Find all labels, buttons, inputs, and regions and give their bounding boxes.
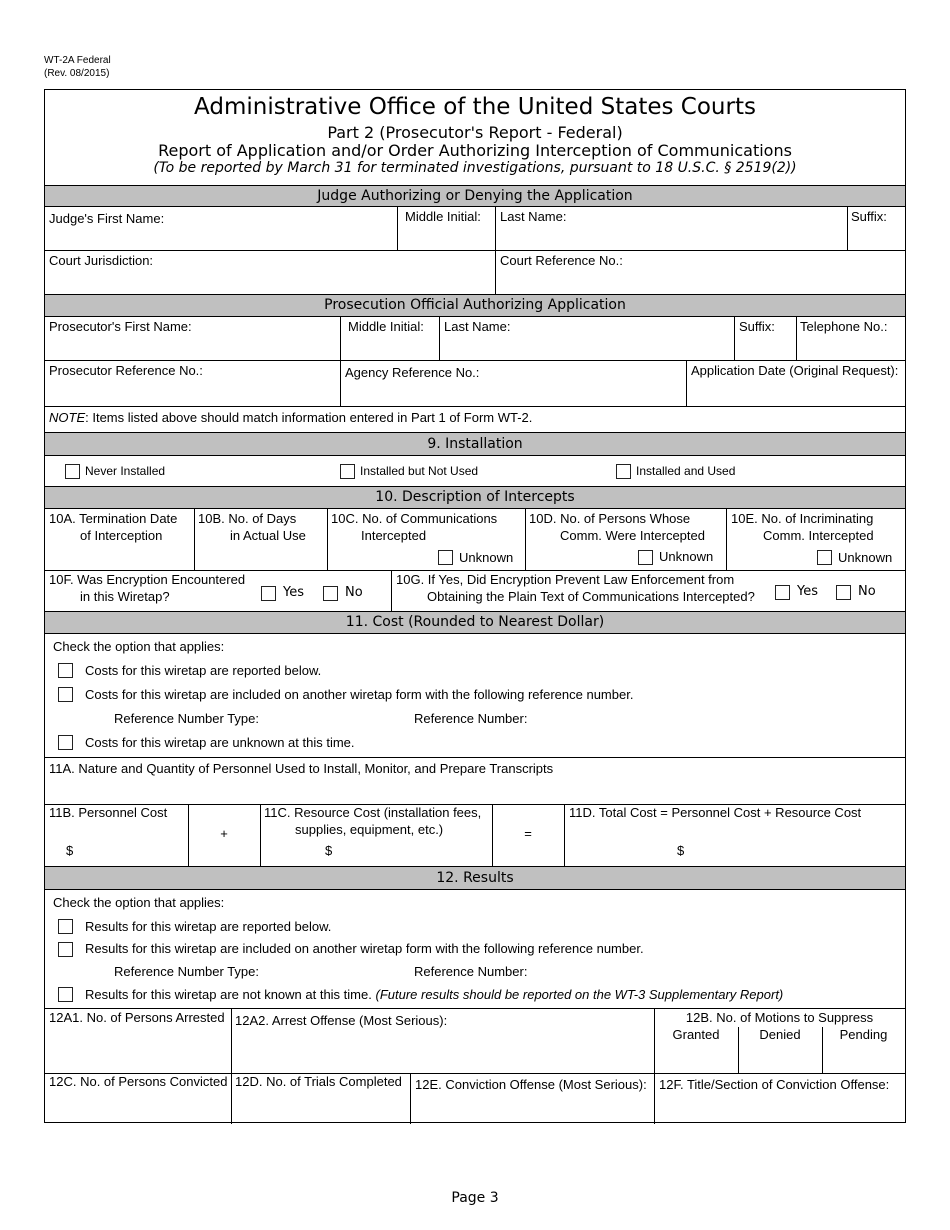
judge-first-name-field[interactable]: Judge's First Name: xyxy=(49,211,165,226)
judge-middle-initial-field[interactable]: Middle Initial: xyxy=(405,209,481,224)
prevented-no-checkbox[interactable] xyxy=(836,585,851,600)
motions-denied-field[interactable]: Denied xyxy=(759,1027,801,1042)
form-number: WT-2A Federal xyxy=(44,55,111,66)
results-reference-type-field[interactable]: Reference Number Type: xyxy=(114,964,259,979)
motions-granted-field[interactable]: Granted xyxy=(672,1027,720,1042)
agency-reference-field[interactable]: Agency Reference No.: xyxy=(345,365,480,380)
persons-convicted-field[interactable]: 12C. No. of Persons Convicted xyxy=(49,1074,228,1089)
encryption-no-checkbox[interactable] xyxy=(323,586,338,601)
court-jurisdiction-field[interactable]: Court Jurisdiction: xyxy=(49,253,154,268)
encryption-yes-checkbox[interactable] xyxy=(261,586,276,601)
communications-unknown-label: Unknown xyxy=(459,550,514,565)
prosecutor-suffix-field[interactable]: Suffix: xyxy=(739,319,775,334)
personnel-cost-label: 11B. Personnel Cost xyxy=(49,805,168,820)
incriminating-unknown-checkbox[interactable] xyxy=(817,550,832,565)
judge-section-header: Judge Authorizing or Denying the Application xyxy=(45,185,905,207)
communications-unknown-checkbox[interactable] xyxy=(438,550,453,565)
resource-cost-dollar[interactable]: $ xyxy=(325,843,333,858)
communications-label-2: Intercepted xyxy=(361,528,427,543)
application-date-field[interactable]: Application Date (Original Request): xyxy=(691,363,899,378)
installed-and-used-checkbox[interactable] xyxy=(616,464,631,479)
results-reported-label: Results for this wiretap are reported below. xyxy=(85,919,332,934)
form-id xyxy=(44,54,111,80)
days-in-use-label-2: in Actual Use xyxy=(230,528,306,543)
form-title: Administrative Office of the United States Courts xyxy=(194,94,756,120)
total-cost-dollar[interactable]: $ xyxy=(677,843,685,858)
prosecutor-reference-field[interactable]: Prosecutor Reference No.: xyxy=(49,363,203,378)
results-unknown-text: Results for this wiretap are not known at this time. xyxy=(85,987,372,1002)
note-prefix: NOTE xyxy=(49,410,86,425)
communications-label: 10C. No. of Communications xyxy=(331,511,498,526)
page-number: Page 3 xyxy=(451,1190,499,1206)
days-in-use-label: 10B. No. of Days xyxy=(198,511,297,526)
never-installed-checkbox[interactable] xyxy=(65,464,80,479)
prosecution-section-header: Prosecution Official Authorizing Application xyxy=(45,294,905,317)
incriminating-unknown-label: Unknown xyxy=(838,550,893,565)
prosecutor-telephone-field[interactable]: Telephone No.: xyxy=(800,319,888,334)
results-unknown-note: (Future results should be reported on the WT-3 Supplementary Report) xyxy=(375,987,784,1002)
prosecutor-middle-initial-field[interactable]: Middle Initial: xyxy=(348,319,424,334)
conviction-offense-field[interactable]: 12E. Conviction Offense (Most Serious): xyxy=(415,1077,647,1092)
encryption-prevented-label: 10G. If Yes, Did Encryption Prevent Law Enforcement from xyxy=(396,572,735,587)
intercepts-section-header: 10. Description of Intercepts xyxy=(45,486,905,509)
judge-suffix-field[interactable]: Suffix: xyxy=(851,209,887,224)
installed-not-used-checkbox[interactable] xyxy=(340,464,355,479)
persons-intercepted-label: 10D. No. of Persons Whose xyxy=(529,511,691,526)
court-reference-field[interactable]: Court Reference No.: xyxy=(500,253,623,268)
costs-unknown-label: Costs for this wiretap are unknown at this time. xyxy=(85,735,355,750)
prosecution-note xyxy=(49,409,532,426)
motions-pending-field[interactable]: Pending xyxy=(839,1027,888,1042)
trials-completed-field[interactable]: 12D. No. of Trials Completed xyxy=(235,1074,402,1089)
persons-unknown-checkbox[interactable] xyxy=(638,550,653,565)
results-unknown-label xyxy=(85,986,783,1003)
prevented-yes-label: Yes xyxy=(797,584,818,599)
cost-check-prompt: Check the option that applies: xyxy=(53,639,225,654)
form-part: Part 2 (Prosecutor's Report - Federal) xyxy=(327,123,623,142)
installation-section-header: 9. Installation xyxy=(45,432,905,456)
encryption-encountered-label: 10F. Was Encryption Encountered xyxy=(49,572,246,587)
form-revision: (Rev. 08/2015) xyxy=(44,68,110,79)
form-subtitle: Report of Application and/or Order Authorizing Interception of Communications xyxy=(158,141,792,160)
termination-date-label-2: of Interception xyxy=(80,528,163,543)
never-installed-label: Never Installed xyxy=(85,464,166,478)
prosecutor-last-name-field[interactable]: Last Name: xyxy=(444,319,511,334)
costs-other-form-label: Costs for this wiretap are included on another wiretap form with the following reference number. xyxy=(85,687,634,702)
costs-reported-checkbox[interactable] xyxy=(58,663,73,678)
encryption-prevented-label-2: Obtaining the Plain Text of Communications Intercepted? xyxy=(427,589,755,604)
results-other-form-checkbox[interactable] xyxy=(58,942,73,957)
total-cost-label: 11D. Total Cost = Personnel Cost + Resource Cost xyxy=(569,805,862,820)
results-unknown-checkbox[interactable] xyxy=(58,987,73,1002)
persons-intercepted-label-2: Comm. Were Intercepted xyxy=(560,528,705,543)
encryption-encountered-label-2: in this Wiretap? xyxy=(80,589,170,604)
personnel-cost-dollar[interactable]: $ xyxy=(66,843,74,858)
prevented-no-label: No xyxy=(858,584,876,599)
cost-reference-type-field[interactable]: Reference Number Type: xyxy=(114,711,259,726)
conviction-title-section-field[interactable]: 12F. Title/Section of Conviction Offense: xyxy=(659,1077,890,1092)
judge-last-name-field[interactable]: Last Name: xyxy=(500,209,567,224)
termination-date-label: 10A. Termination Date xyxy=(49,511,178,526)
costs-unknown-checkbox[interactable] xyxy=(58,735,73,750)
resource-cost-label-2: supplies, equipment, etc.) xyxy=(295,822,444,837)
results-reference-number-field[interactable]: Reference Number: xyxy=(414,964,528,979)
incriminating-label: 10E. No. of Incriminating xyxy=(731,511,874,526)
costs-reported-label: Costs for this wiretap are reported below. xyxy=(85,663,322,678)
motions-to-suppress-label: 12B. No. of Motions to Suppress xyxy=(685,1010,874,1025)
report-form xyxy=(44,89,906,1123)
installed-and-used-label: Installed and Used xyxy=(636,464,736,478)
personnel-nature-field[interactable]: 11A. Nature and Quantity of Personnel Used to Install, Monitor, and Prepare Transcripts xyxy=(49,761,554,776)
prosecutor-first-name-field[interactable]: Prosecutor's First Name: xyxy=(49,319,192,334)
cost-section-header: 11. Cost (Rounded to Nearest Dollar) xyxy=(45,611,905,634)
note-text: : Items listed above should match information entered in Part 1 of Form WT-2. xyxy=(85,410,533,425)
plus-sign: + xyxy=(220,826,228,841)
results-section-header: 12. Results xyxy=(45,866,905,890)
form-note: (To be reported by March 31 for terminated investigations, pursuant to 18 U.S.C. § 2519(2)) xyxy=(153,160,797,176)
incriminating-label-2: Comm. Intercepted xyxy=(763,528,874,543)
equals-sign: = xyxy=(524,826,532,841)
encryption-yes-label: Yes xyxy=(283,585,304,600)
prevented-yes-checkbox[interactable] xyxy=(775,585,790,600)
persons-unknown-label: Unknown xyxy=(659,549,714,564)
cost-reference-number-field[interactable]: Reference Number: xyxy=(414,711,528,726)
costs-other-form-checkbox[interactable] xyxy=(58,687,73,702)
encryption-no-label: No xyxy=(345,585,363,600)
results-check-prompt: Check the option that applies: xyxy=(53,895,225,910)
arrest-offense-field[interactable]: 12A2. Arrest Offense (Most Serious): xyxy=(235,1013,448,1028)
resource-cost-label: 11C. Resource Cost (installation fees, xyxy=(264,805,482,820)
results-reported-checkbox[interactable] xyxy=(58,919,73,934)
results-other-form-label: Results for this wiretap are included on another wiretap form with the following reference number. xyxy=(85,941,644,956)
persons-arrested-field[interactable]: 12A1. No. of Persons Arrested xyxy=(49,1010,225,1025)
installed-not-used-label: Installed but Not Used xyxy=(360,464,479,478)
